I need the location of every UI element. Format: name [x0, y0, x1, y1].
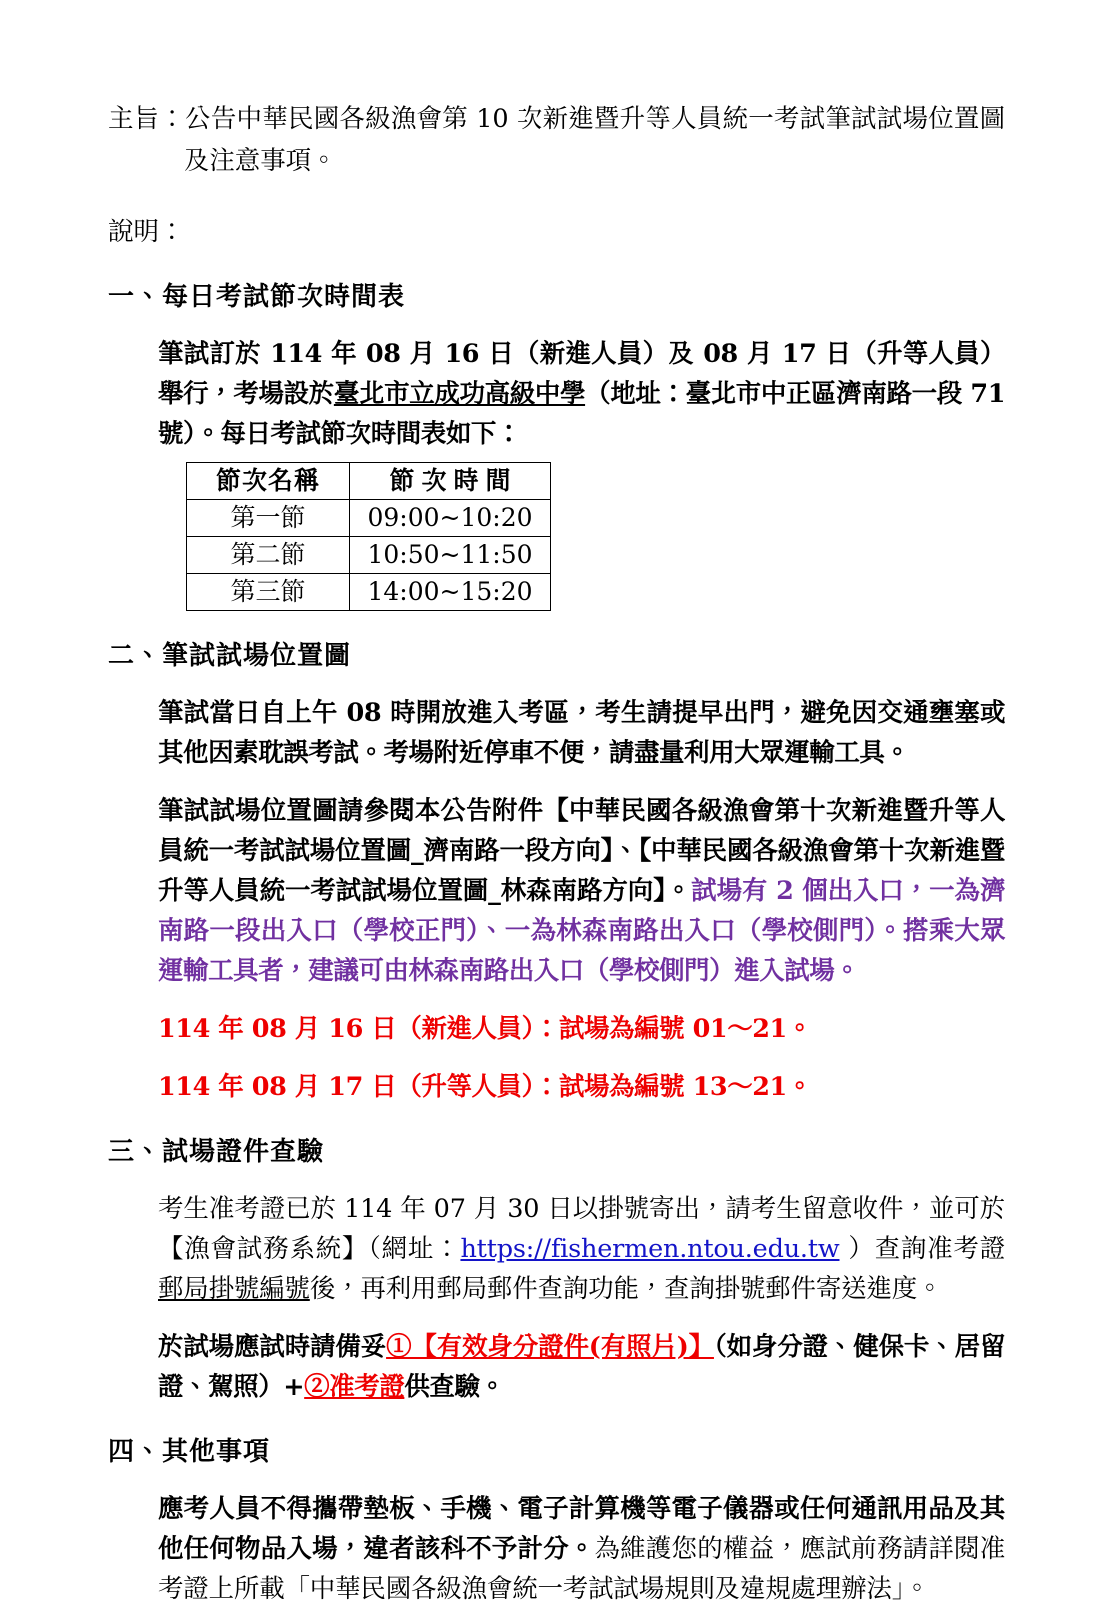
required-document-admission-ticket: ②准考證: [304, 1372, 405, 1402]
section-1-paragraph: [158, 334, 1005, 454]
subject-paragraph: [108, 98, 1005, 182]
table-cell-period-name: 第一節: [187, 500, 350, 537]
table-row: [187, 537, 551, 574]
section-heading-4: 四、其他事項: [108, 1437, 271, 1467]
table-header-period-time: 節次時間: [350, 463, 551, 500]
section-heading-1: 一、每日考試節次時間表: [108, 282, 406, 312]
subject-text: 公告中華民國各級漁會第 10 次新進暨升等人員統一考試筆試試場位置圖及注意事項。: [184, 104, 1006, 176]
required-documents-text-b: （如身分證、健保卡、居留證、駕照）+: [158, 1332, 1005, 1402]
prohibited-items-text: 應考人員不得攜帶墊板、手機、電子計算機等電子儀器或任何通訊用品及其他任何物品入場，違者該科不予計分。: [158, 1494, 1005, 1564]
section-2-paragraph-1: 筆試當日自上午 08 時開放進入考區，考生請提早出門，避免因交通壅塞或其他因素耽誤考試。考場附近停車不便，請盡量利用大眾運輸工具。: [158, 698, 1005, 768]
attachment-reference-text: 筆試試場位置圖請參閱本公告附件【中華民國各級漁會第十次新進暨升等人員統一考試試場位置圖_濟南路一段方向】、【中華民國各級漁會第十次新進暨升等人員統一考試試場位置圖_林森南路方向】。: [158, 796, 1005, 906]
required-document-id-card: ①【有效身分證件(有照片)】: [386, 1332, 714, 1362]
table-cell-period-time: 09:00~10:20: [350, 500, 551, 537]
schedule-table-wrapper: [186, 462, 1005, 611]
section-heading-2: 二、筆試試場位置圖: [108, 641, 352, 671]
table-header-period-name: 節次名稱: [187, 463, 350, 500]
entrance-info-text: 試場有 2 個出入口，一為濟南路一段出入口（學校正門）、一為林森南路出入口（學校側門）。搭乘大眾運輸工具者，建議可由林森南路出入口（學校側門）進入試場。: [158, 876, 1005, 986]
section-2-paragraph-2: [158, 791, 1005, 991]
table-cell-period-name: 第二節: [187, 537, 350, 574]
fishermen-system-link[interactable]: https://fishermen.ntou.edu.tw: [460, 1234, 840, 1264]
admission-ticket-text-b: ）查詢准考證: [839, 1234, 1005, 1264]
section-1-text-a: 筆試訂於 114 年 08 月 16 日（新進人員）及 08 月 17 日（升等人員）舉行，考場設於: [158, 339, 1005, 409]
section-3-paragraph-1: [158, 1189, 1005, 1309]
admission-ticket-text-a: 考生准考證已於 114 年 07 月 30 日以掛號寄出，請考生留意收件，並可於【漁會試務系統】（網址：: [158, 1194, 1005, 1264]
schedule-table: [186, 462, 551, 611]
table-header-row: [187, 463, 551, 500]
table-row: [187, 574, 551, 611]
section-heading-3: 三、試場證件查驗: [108, 1137, 325, 1167]
section-1-text-b: （地址：臺北市中正區濟南路一段 71 號）。每日考試節次時間表如下：: [158, 379, 1005, 449]
venue-name-underlined: 臺北市立成功高級中學: [333, 379, 586, 409]
required-documents-text-a: 於試場應試時請備妥: [158, 1332, 387, 1362]
postal-tracking-number-underlined: 郵局掛號編號: [158, 1274, 310, 1304]
admission-ticket-text-c: 後，再利用郵局郵件查詢功能，查詢掛號郵件寄送進度。: [309, 1274, 943, 1304]
exam-rules-reminder-text: 為維護您的權益，應試前務請詳閱准考證上所載「中華民國各級漁會統一考試試場規則及違規處理辦法」。: [158, 1534, 1005, 1604]
section-4-paragraph-1: [158, 1489, 1005, 1609]
required-documents-text-c: 供查驗。: [404, 1372, 505, 1402]
table-cell-period-name: 第三節: [187, 574, 350, 611]
explanation-label: 說明：: [108, 217, 185, 247]
table-cell-period-time: 14:00~15:20: [350, 574, 551, 611]
table-row: [187, 500, 551, 537]
table-cell-period-time: 10:50~11:50: [350, 537, 551, 574]
exam-room-range-new-staff: 114 年 08 月 16 日（新進人員）：試場為編號 01～21。: [158, 1014, 812, 1044]
subject-label: 主旨：: [108, 104, 186, 134]
section-3-paragraph-2: [158, 1327, 1005, 1407]
exam-room-range-promotion-staff: 114 年 08 月 17 日（升等人員）：試場為編號 13～21。: [158, 1072, 812, 1102]
